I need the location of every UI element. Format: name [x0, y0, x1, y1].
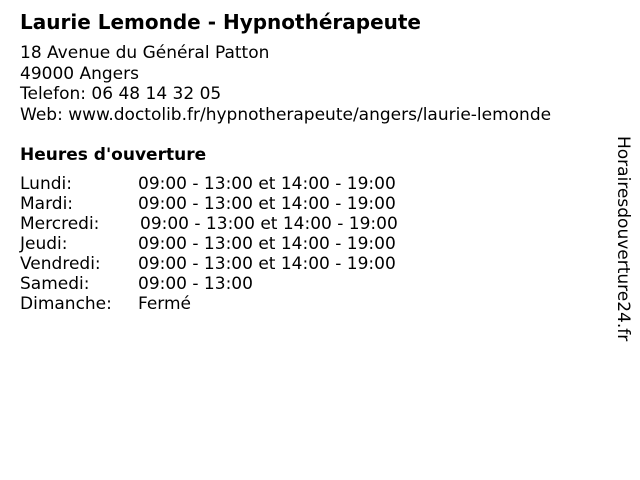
street-address: 18 Avenue du Général Patton [20, 43, 270, 63]
time-range: Fermé [138, 294, 192, 314]
day-label: Dimanche: [20, 294, 112, 314]
time-range: 09:00 - 13:00 et 14:00 - 19:00 [140, 214, 398, 234]
time-range: 09:00 - 13:00 et 14:00 - 19:00 [138, 234, 396, 254]
day-label: Vendredi: [20, 254, 101, 274]
day-label: Mardi: [20, 194, 74, 214]
address-block [20, 43, 551, 125]
time-range: 09:00 - 13:00 et 14:00 - 19:00 [138, 254, 396, 274]
time-range: 09:00 - 13:00 et 14:00 - 19:00 [138, 194, 396, 214]
phone-number: Telefon: 06 48 14 32 05 [20, 84, 222, 104]
day-label: Jeudi: [20, 234, 68, 254]
website-url: Web: www.doctolib.fr/hypnotherapeute/angers/laurie-lemonde [20, 104, 552, 125]
opening-hours-heading: Heures d'ouverture [20, 145, 207, 165]
time-range: 09:00 - 13:00 [138, 274, 253, 294]
time-range: 09:00 - 13:00 et 14:00 - 19:00 [138, 174, 396, 194]
watermark-text: Horairesdouverture24.fr [613, 136, 633, 342]
day-label: Mercredi: [20, 214, 100, 234]
day-label: Lundi: [20, 174, 72, 194]
city-address: 49000 Angers [20, 63, 139, 84]
business-title: Laurie Lemonde - Hypnothérapeute [20, 10, 421, 34]
day-label: Samedi: [20, 274, 90, 294]
site-watermark [612, 136, 636, 346]
